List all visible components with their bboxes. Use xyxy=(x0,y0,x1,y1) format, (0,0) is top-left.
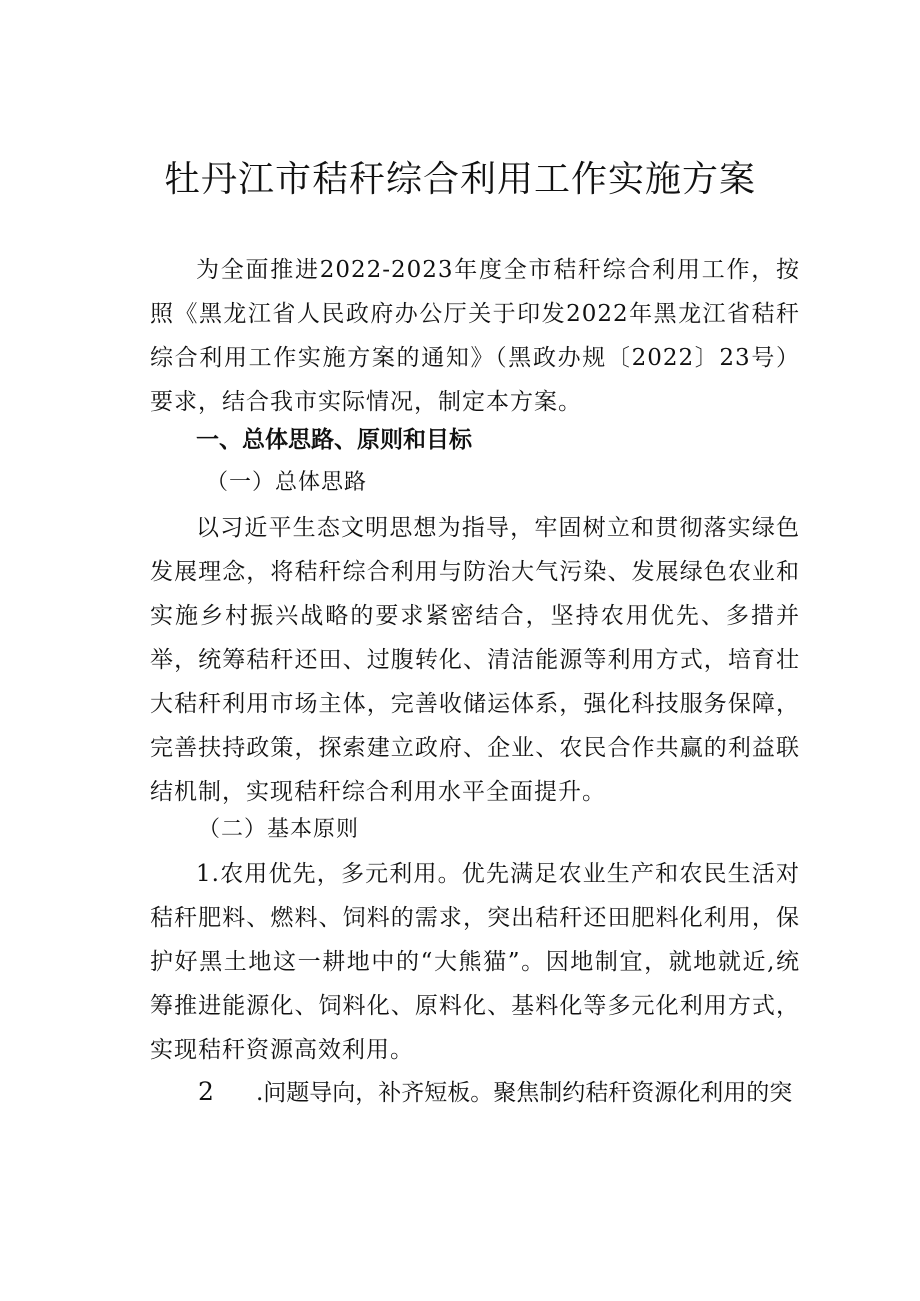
principle-1-paragraph: 1.农用优先，多元利用。优先满足农业生产和农民生活对秸秆肥料、燃料、饲料的需求，突出秸秆还田肥料化利用，保护好黑土地这一耕地中的“大熊猫”。因地制宜，就地就近,统筹推进能源化、饲料化、原料化、基料化等多元化利用方式，实现秸秆资源高效利用。 xyxy=(150,861,800,1063)
principle-2-number: 2 xyxy=(198,1077,214,1106)
subsection-heading-2: （二）基本原则 xyxy=(198,817,360,842)
subsection-heading-1: （一）总体思路 xyxy=(206,470,368,495)
overall-approach-paragraph: 以习近平生态文明思想为指导，牢固树立和贯彻落实绿色发展理念，将秸秆综合利用与防治大气污染、发展绿色农业和实施乡村振兴战略的要求紧密结合，坚持农用优先、多措并举，统筹秸秆还田、过腹转化、清洁能源等利用方式，培育壮大秸秆利用市场主体，完善收储运体系，强化科技服务保障，完善扶持政策，探索建立政府、企业、农民合作共赢的利益联结机制，实现秸秆综合利用水平全面提升。 xyxy=(150,515,800,805)
intro-paragraph: 为全面推进2022-2023年度全市秸秆综合利用工作，按照《黑龙江省人民政府办公厅关于印发2022年黑龙江省秸秆综合利用工作实施方案的通知》（黑政办规〔2022〕23号）要求，结合我市实际情况，制定本方案。 xyxy=(150,257,800,415)
section-heading-1: 一、总体思路、原则和目标 xyxy=(196,427,472,453)
document-title: 牡丹江市秸秆综合利用工作实施方案 xyxy=(163,159,756,200)
principle-2-line xyxy=(198,1070,800,1114)
principle-2-text: .问题导向，补齐短板。聚焦制约秸秆资源化利用的突 xyxy=(256,1080,793,1106)
